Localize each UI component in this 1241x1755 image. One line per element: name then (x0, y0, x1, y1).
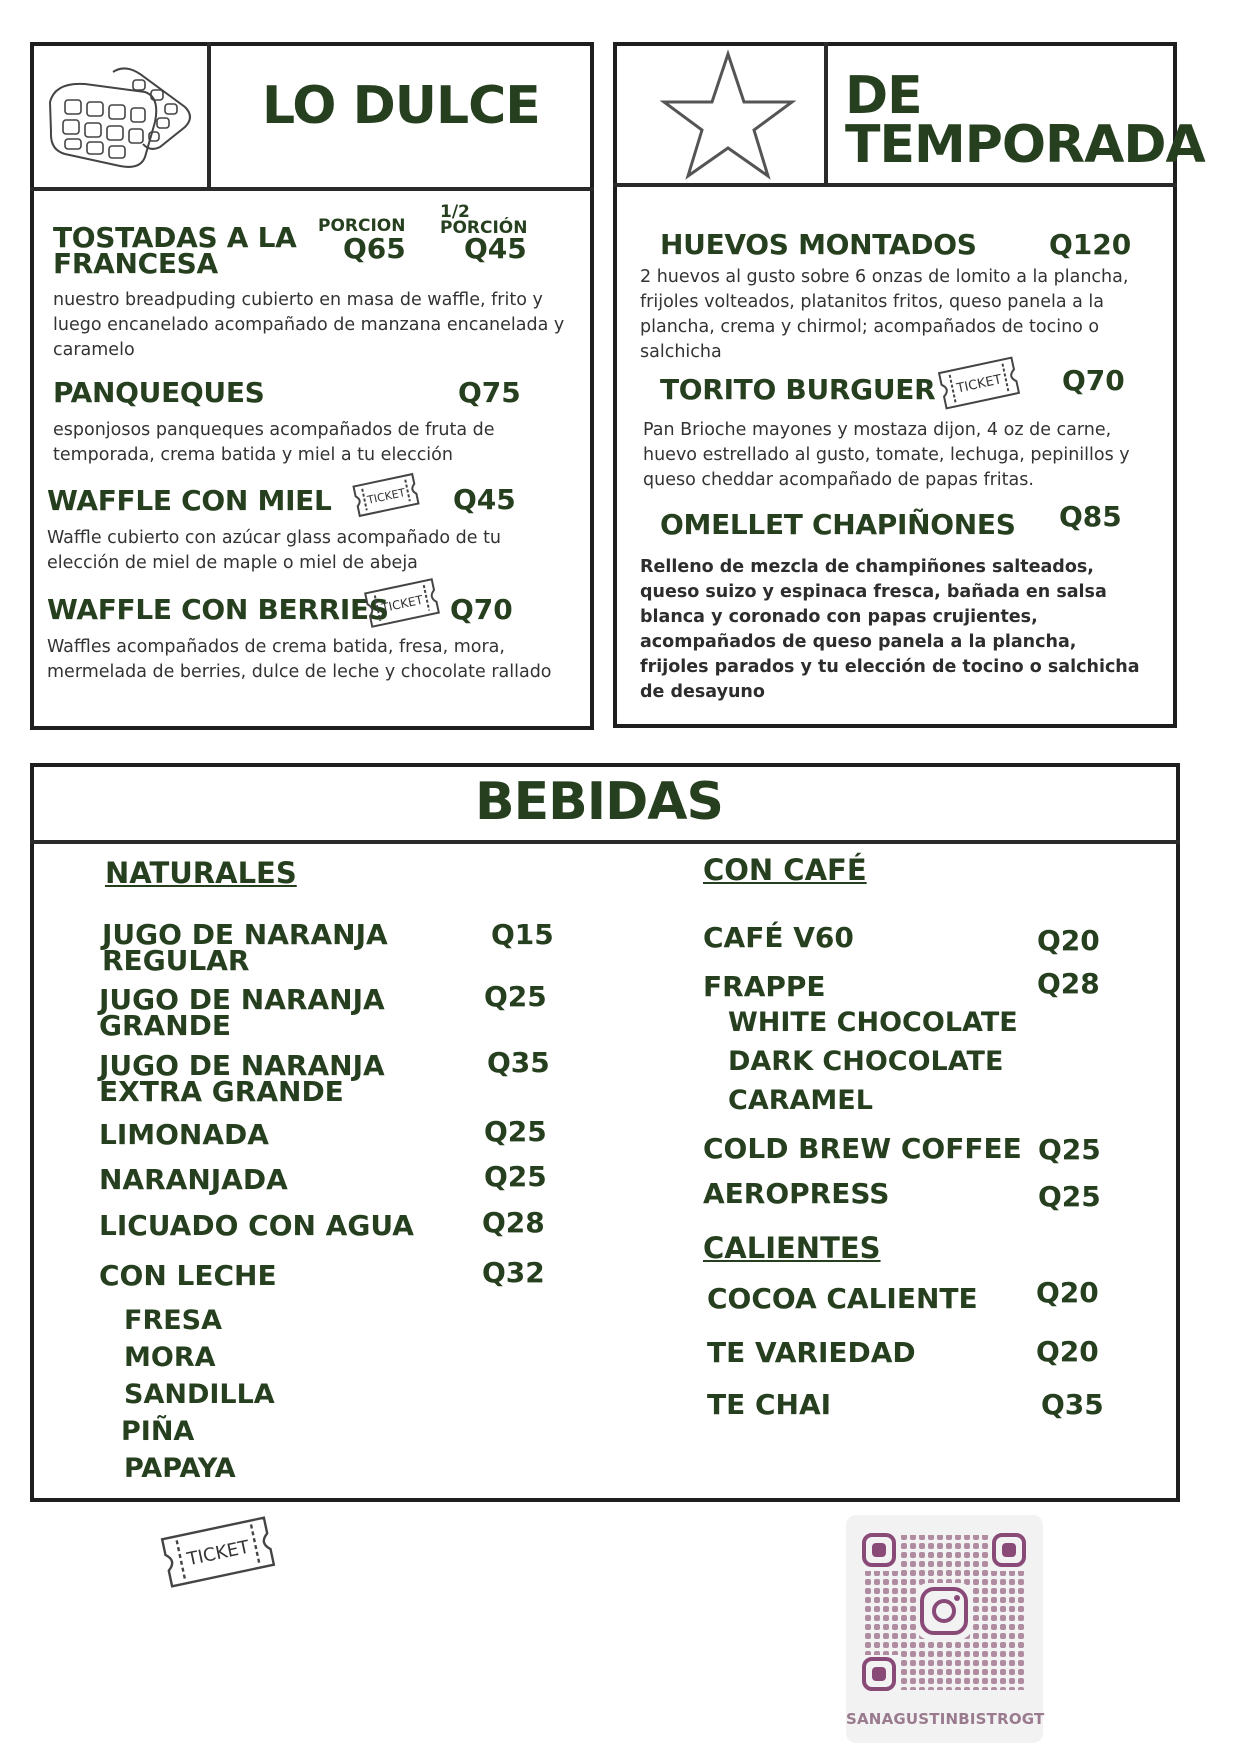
flavor-option: PAPAYA (124, 1453, 236, 1484)
menu-item-name: OMELLET CHAPIÑONES (660, 508, 1016, 541)
waffle-icon (45, 62, 195, 172)
drink-price: Q28 (1037, 967, 1100, 1000)
menu-item-name (53, 221, 297, 280)
menu-item-name: WAFFLE CON MIEL (47, 484, 332, 517)
drink-name: CON LECHE (99, 1259, 277, 1292)
drink-name: LICUADO CON AGUA (99, 1209, 414, 1242)
item-name-line: TOSTADAS A LA (53, 221, 297, 254)
drink-name-line: REGULAR (102, 944, 250, 977)
drink-price: Q32 (482, 1256, 545, 1289)
drink-name: COCOA CALIENTE (707, 1282, 978, 1315)
svg-text:TICKET: TICKET (955, 372, 1004, 397)
drink-name: TE VARIEDAD (707, 1336, 916, 1369)
drink-price: Q25 (1038, 1180, 1101, 1213)
drink-price: Q35 (1041, 1388, 1104, 1421)
divider (207, 42, 211, 189)
menu-item-name: WAFFLE CON BERRIES (47, 593, 389, 626)
item-price: Q75 (458, 376, 521, 409)
title-line: DE (845, 66, 922, 126)
drink-name-line: JUGO DE NARANJA (102, 918, 388, 951)
drink-name (99, 983, 385, 1042)
title-line: TEMPORADA (845, 115, 1205, 176)
drink-name: LIMONADA (99, 1118, 269, 1151)
svg-text:TICKET: TICKET (366, 486, 407, 507)
item-description: Relleno de mezcla de champiñones salteados, queso suizo y espinaca fresca, bañada en salsa blanca y coronado con papas crujientes, acompañados de queso panela a la plancha, frijoles parados y tu elección de tocino o salchicha de desayuno (640, 557, 1140, 702)
item-description: Waffle cubierto con azúcar glass acompañado de tu elección de miel de maple o miel de abeja (47, 528, 502, 573)
item-description: Waffles acompañados de crema batida, fresa, mora, mermelada de berries, dulce de leche y chocolate rallado (47, 637, 552, 682)
item-price: Q45 (453, 483, 516, 516)
drink-price: Q20 (1037, 924, 1100, 957)
star-icon (660, 50, 796, 180)
item-description: Pan Brioche mayones y mostaza dijon, 4 oz de carne, huevo estrellado al gusto, tomate, lechuga, pepinillos y queso cheddar acompañado de papas fritas. (643, 420, 1130, 490)
drink-name: NARANJADA (99, 1163, 288, 1196)
instagram-handle[interactable]: SANAGUSTINBISTROGT (846, 1710, 1045, 1728)
ticket-icon (350, 470, 422, 520)
flavor-option: FRESA (124, 1305, 223, 1336)
drink-name: FRAPPE (703, 970, 826, 1003)
drink-name: AEROPRESS (703, 1177, 890, 1210)
drink-price: Q28 (482, 1206, 545, 1239)
svg-text:TICKET: TICKET (185, 1536, 252, 1571)
item-price: Q65 (343, 232, 406, 265)
section-title-bebidas: BEBIDAS (475, 772, 723, 832)
drink-price: Q15 (491, 918, 554, 951)
item-description: nuestro breadpuding cubierto en masa de waffle, frito y luego encanelado acompañado de manzana encanelada y caramelo (53, 290, 565, 360)
item-price: Q120 (1049, 228, 1132, 261)
instagram-qr-card[interactable] (846, 1515, 1043, 1743)
flavor-option: SANDILLA (124, 1379, 275, 1410)
subheading-naturales: NATURALES (105, 856, 297, 890)
drink-name (99, 1049, 385, 1108)
ticket-icon (362, 575, 442, 631)
drink-price: Q35 (487, 1046, 550, 1079)
item-description: esponjosos panqueques acompañados de fruta de temporada, crema batida y miel a tu elección (53, 420, 495, 465)
item-name-line: FRANCESA (53, 247, 218, 280)
divider (30, 840, 1180, 844)
flavor-option: MORA (124, 1342, 216, 1373)
drink-name-line: JUGO DE NARANJA (99, 1049, 385, 1082)
menu-item-name: PANQUEQUES (53, 376, 265, 409)
drink-name-line: EXTRA GRANDE (99, 1075, 344, 1108)
subheading-calientes: CALIENTES (703, 1231, 881, 1265)
drink-name (102, 918, 388, 977)
drink-name: TE CHAI (707, 1388, 832, 1421)
drink-price: Q25 (1038, 1133, 1101, 1166)
instagram-qr-icon (846, 1515, 1043, 1705)
column-header-porcion: PORCION (318, 216, 406, 236)
drink-name: COLD BREW COFFEE (703, 1132, 1022, 1165)
subheading-con-cafe: CON CAFÉ (703, 853, 867, 887)
divider (824, 42, 828, 185)
flavor-option: PIÑA (121, 1416, 195, 1447)
frappe-flavor: WHITE CHOCOLATE (728, 1007, 1018, 1038)
ticket-icon (936, 353, 1022, 413)
drink-price: Q20 (1036, 1335, 1099, 1368)
menu-item-name: TORITO BURGUER (660, 373, 936, 406)
item-price: Q85 (1059, 500, 1122, 533)
menu-item-name: HUEVOS MONTADOS (660, 228, 977, 261)
ticket-icon (158, 1510, 278, 1594)
section-title-de-temporada (845, 66, 1205, 176)
frappe-flavor: DARK CHOCOLATE (728, 1046, 1004, 1077)
column-header-half-porcion: PORCIÓN (440, 218, 528, 238)
drink-name-line: GRANDE (99, 1009, 232, 1042)
svg-text:TICKET: TICKET (380, 592, 425, 616)
item-description: 2 huevos al gusto sobre 6 onzas de lomito a la plancha, frijoles volteados, platanitos fritos, queso panela a la plancha, crema y chirmol; acompañados de tocino o salchicha (640, 267, 1129, 362)
drink-name: CAFÉ V60 (703, 921, 854, 954)
item-price: Q70 (1062, 364, 1125, 397)
drink-price: Q25 (484, 1115, 547, 1148)
item-price: Q70 (450, 593, 513, 626)
item-price-half: Q45 (464, 232, 527, 265)
section-title-lo-dulce: LO DULCE (262, 76, 540, 136)
drink-name-line: JUGO DE NARANJA (99, 983, 385, 1016)
frappe-flavor: CARAMEL (728, 1085, 873, 1116)
drink-price: Q25 (484, 980, 547, 1013)
column-header-half-number: 1/2 (440, 202, 470, 222)
divider (30, 187, 594, 191)
drink-price: Q25 (484, 1160, 547, 1193)
divider (613, 183, 1177, 187)
drink-price: Q20 (1036, 1276, 1099, 1309)
